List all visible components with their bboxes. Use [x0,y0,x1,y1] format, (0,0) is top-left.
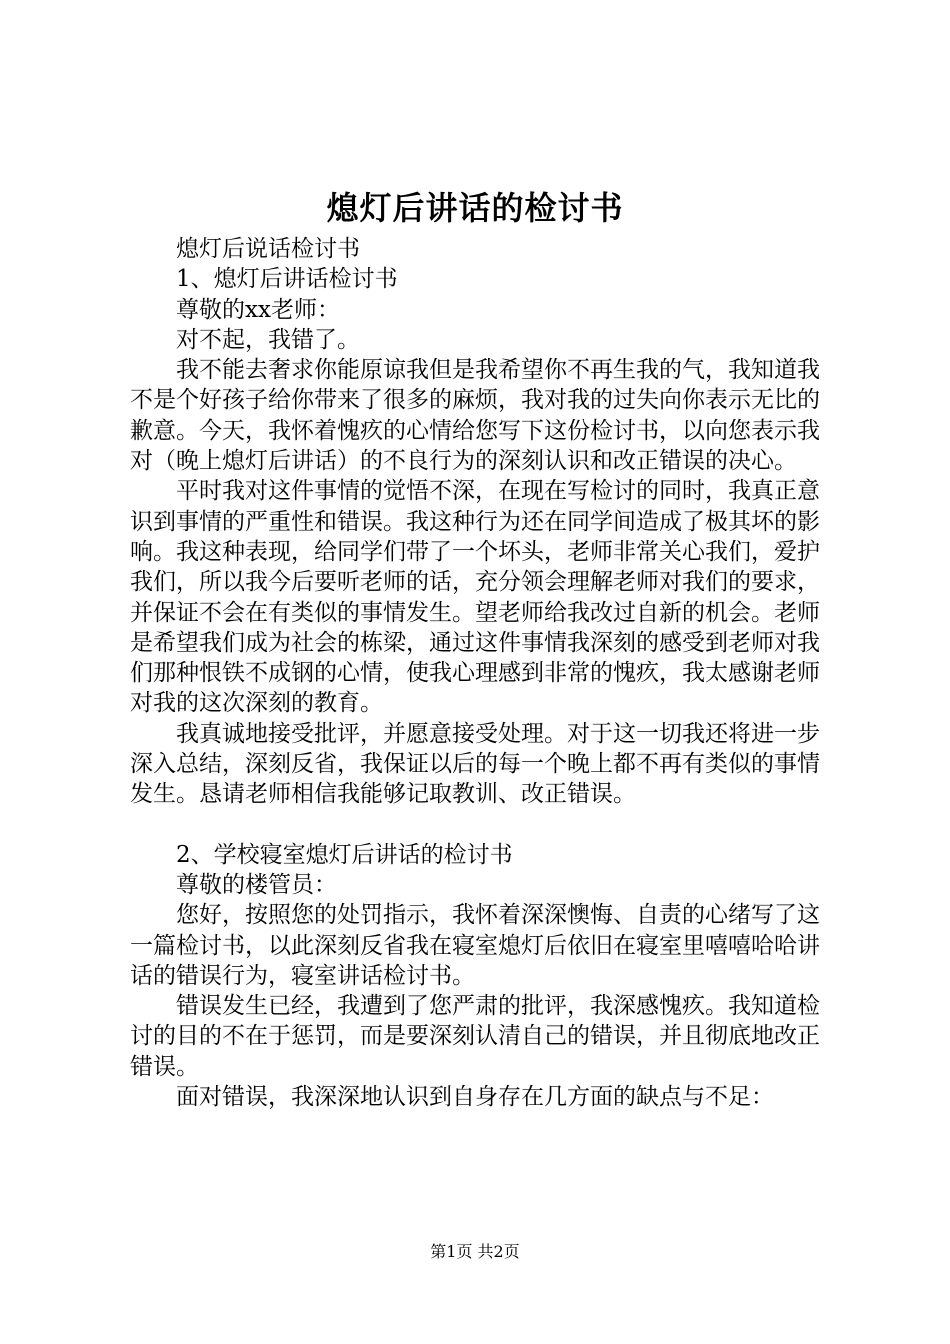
paragraph: 尊敬的xx老师： [176,296,340,323]
paragraph: 我真诚地接受批评，并愿意接受处理。对于这一切我还将进一步深入总结，深刻反省，我保证以后的每一个晚上都不再有类似的事情发生。恳请老师相信我能够记取教训、改正错误。 [130,720,820,808]
document-title: 熄灯后讲话的检讨书 [326,189,624,227]
section-gap [130,810,820,840]
paragraph: 我不能去奢求你能原谅我但是我希望你不再生我的气，我知道我不是个好孩子给你带来了很多的麻烦，我对我的过失向你表示无比的歉意。今天，我怀着愧疚的心情给您写下这份检讨书，以向您表示我对（晚上熄灯后讲话）的不良行为的深刻认识和改正错误的决心。 [130,357,820,475]
section-heading: 2、学校寝室熄灯后讲话的检讨书 [176,841,513,868]
paragraph: 对不起，我错了。 [176,326,360,353]
page-footer: 第1页 共2页 [430,1242,520,1261]
paragraph: 1、熄灯后讲话检讨书 [176,266,398,293]
document-body [130,234,820,1112]
paragraph: 面对错误，我深深地认识到自身存在几方面的缺点与不足： [176,1084,774,1111]
paragraph: 错误发生已经，我遭到了您严肃的批评，我深感愧疚。我知道检讨的目的不在于惩罚，而是要深刻认清自己的错误，并且彻底地改正错误。 [130,993,820,1080]
paragraph: 平时我对这件事情的觉悟不深，在现在写检讨的同时，我真正意识到事情的严重性和错误。我这种行为还在同学间造成了极其坏的影响。我这种表现，给同学们带了一个坏头，老师非常关心我们，爱护我们，所以我今后要听老师的话，充分领会理解老师对我们的要求，并保证不会在有类似的事情发生。望老师给我改过自新的机会。老师是希望我们成为社会的栋梁，通过这件事情我深刻的感受到老师对我们那种恨铁不成钢的心情，使我心理感到非常的愧疚，我太感谢老师对我的这次深刻的教育。 [130,478,820,717]
paragraph: 尊敬的楼管员： [176,871,337,898]
paragraph: 熄灯后说话检讨书 [176,236,360,262]
paragraph: 您好，按照您的处罚指示，我怀着深深懊悔、自责的心绪写了这一篇检讨书，以此深刻反省我在寝室熄灯后依旧在寝室里嘻嘻哈哈讲话的错误行为，寝室讲话检讨书。 [130,902,820,989]
